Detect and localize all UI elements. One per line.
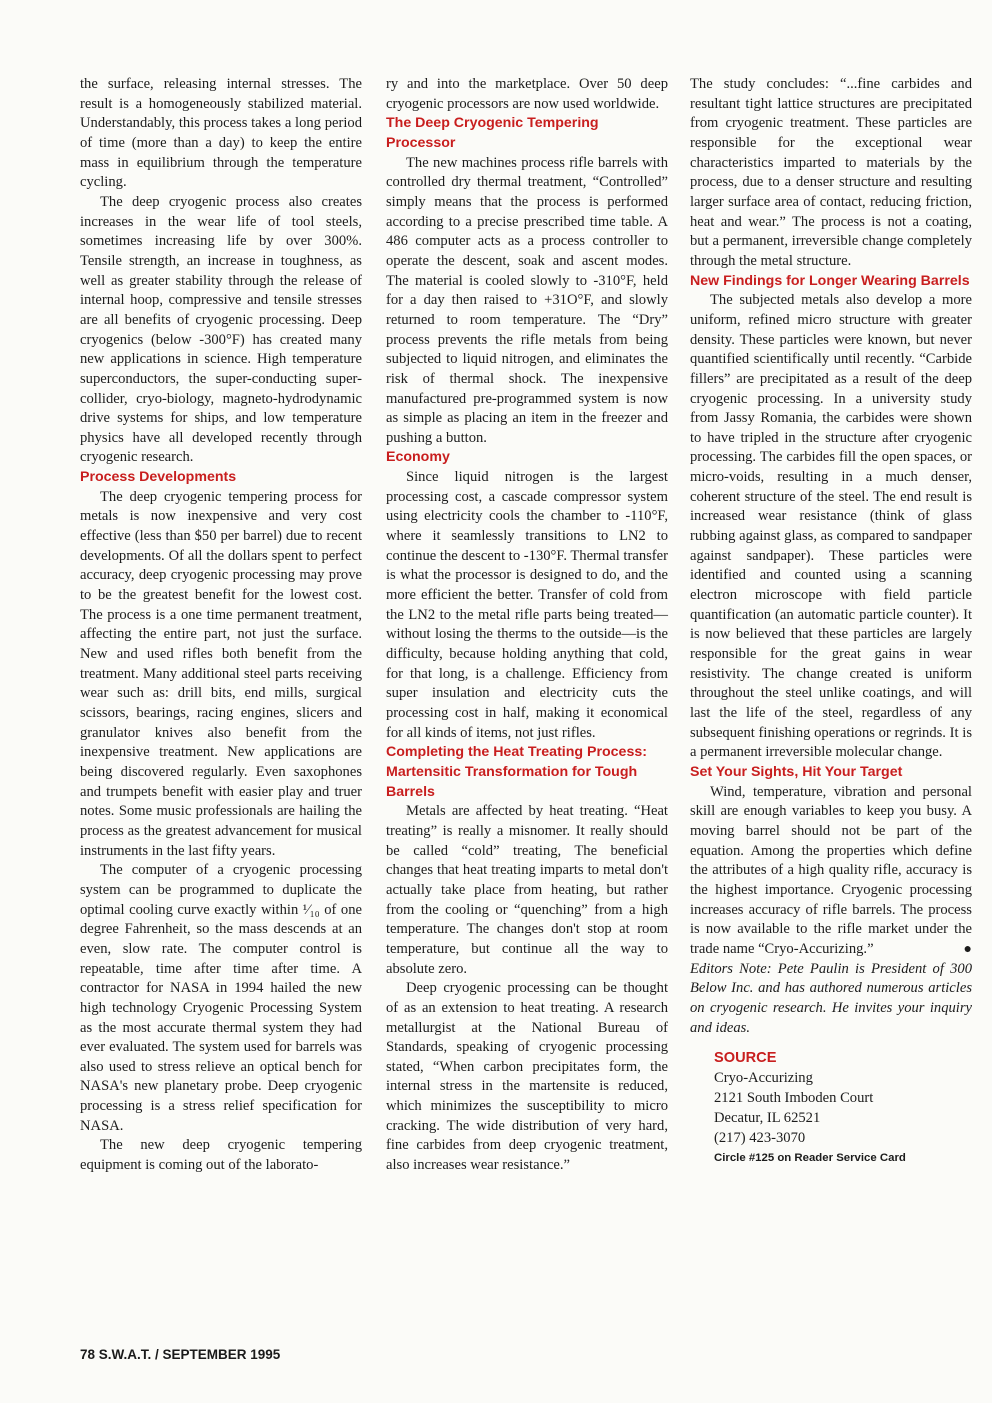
section-heading: New Findings for Longer Wearing Barrels bbox=[690, 272, 970, 289]
source-city: Decatur, IL 62521 bbox=[714, 1110, 821, 1127]
body-paragraph: The study concludes: “...fine carbides and resultant tight lattice structures are precipitated from cryogenic treatment. These particles are responsible for the exceptional wear characteristics imparted to materials by the process, due to a denser structure and resulting larger surface area of contact, reducing friction, heat and wear.” The process is not a coating, but a permanent, irreversible change completely through the metal structure. bbox=[690, 76, 972, 269]
source-heading: SOURCE bbox=[714, 1050, 777, 1067]
body-paragraph: Since liquid nitrogen is the largest processing cost, a cascade compressor system using electricity cools the chamber to -110°F, where it seamlessly transitions to LN2 to continue the descent to -130°F. Thermal transfer is what the processor is designed to do, and the more efficient the better. Transfer of cold from the LN2 to the metal rifle parts being treated—without losing the therms to the outside—is the difficulty, because holding anything that cold, for that long, is a challenge. Efficiency from super insulation and electricity cuts the processing cost in half, making it economical for all kinds of items, not just rifles. bbox=[386, 469, 668, 741]
source-name: Cryo-Accurizing bbox=[714, 1070, 813, 1087]
column-1 bbox=[80, 75, 362, 1176]
section-heading: The Deep Cryogenic Tempering Processor bbox=[386, 115, 599, 151]
end-bullet-icon: ● bbox=[963, 941, 972, 957]
page-footer: 78 S.W.A.T. / SEPTEMBER 1995 bbox=[80, 1347, 281, 1362]
body-paragraph: Metals are affected by heat treating. “Heat treating” is really a misnomer. It really should be called “cold” treating, The beneficial changes that heat treating imparts to metal don't actually take place from heating, but rather from the cooling or “quenching” from a high temperature. The changes don't stop at room temperature, but continue all the way to absolute zero. bbox=[386, 803, 668, 977]
body-paragraph: The new machines process rifle barrels with controlled dry thermal treatment, “Controlled” simply means that the process is performed according to a precise prescribed time table. A 486 computer acts as a process controller to operate the descent, soak and ascent modes. The material is cooled slowly to -310°F, held for a day then raised to +31O°F, and slowly returned to room temperature. The “Dry” process prevents the rifle metals from being subjected to liquid nitrogen, and eliminates the risk of thermal shock. The inexpensive manufactured pre-programmed system is now as simple as placing an item in the freezer and pushing a button. bbox=[386, 154, 668, 446]
body-paragraph: The deep cryogenic process also creates increases in the wear life of tool steels, sometimes increasing life by over 300%. Tensile strength, an increase in toughness, as well as greater stability through the release of internal hoop, compressive and tensile stresses are all benefits of cryogenic processing. Deep cryogenics (below -300°F) has created many new applications in science. High temperature superconductors, the super-conducting super-collider, cryo-biology, magneto-hydrodynamic drive systems for ships, and low temperature physics have all developed recently through cryogenic research. bbox=[80, 193, 362, 466]
body-paragraph: The computer of a cryogenic processing system can be programmed to duplicate the optimal cooling curve exactly within ¹⁄₁₀ of one degree Fahrenheit, so the mass descends at an even, slow rate. The computer control is repeatable, time after time after time. A contractor for NASA in 1994 hailed the new high technology Cryogenic Processing System as the most accurate thermal system they had ever evaluated. The system used for barrels was also used to stress relieve an optical bench for NASA's new planetary probe. Deep cryogenic processing is a stress relief specification for NASA. bbox=[80, 862, 362, 1134]
column-3 bbox=[690, 75, 972, 1168]
closing-text: Wind, temperature, vibration and personal skill are enough variables to keep you busy. A moving barrel should not be part of the equation. Among the properties which define the attributes of a high quality rifle, accuracy is the highest importance. Cryogenic processing increases accuracy of rifle barrels. The process is now available to the rifle market under the trade name “Cryo-Accurizing.” bbox=[690, 783, 972, 957]
editors-note: Editors Note: Pete Paulin is President of 300 Below Inc. and has authored numerous articles on cryogenic research. He invites your inquiry and ideas. bbox=[690, 960, 972, 1036]
source-street: 2121 South Imboden Court bbox=[714, 1090, 874, 1107]
section-heading: Set Your Sights, Hit Your Target bbox=[690, 763, 903, 780]
section-heading: Completing the Heat Treating Process: Martensitic Transformation for Tough Barrels bbox=[386, 744, 647, 800]
body-paragraph: The subjected metals also develop a more uniform, refined micro structure with greater density. These particles were known, but never quantified scientifically until recently. “Carbide fillers” are precipitated as a result of the deep cryogenic processing. In a university study from Jassy Romania, the carbides were shown to have tripled in the structure after cryogenic processing. The carbides fill the open spaces, or micro-voids, resulting in a much denser, coherent structure of the steel. The end result is increased wear resistance (think of glass rubbing against glass, as compared to sandpaper against sandpaper). These particles were identified and counted using a scanning electron microscope with field particle quantification (an automatic particle counter). It is now believed that these particles are largely responsible for the great gains in wear resistivity. The change created is uniform throughout the steel unlike coatings, and will last the life of the steel, regardless of any subsequent finishing operations or regrinds. It is a permanent irreversible molecular change. bbox=[690, 292, 972, 761]
column-2 bbox=[386, 75, 668, 1176]
section-heading: Economy bbox=[386, 449, 450, 466]
source-phone: (217) 423-3070 bbox=[714, 1130, 806, 1147]
body-paragraph: Deep cryogenic processing can be thought of as an extension to heat treating. A research metallurgist at the National Bureau of Standards, speaking of cryogenic processing stated, “When carbon precipitates form, the internal stress in the martensite is reduced, which minimizes the susceptibility to micro cracking. The wide distribution of very hard, fine carbides from deep cryogenic treatment, also increases wear resistance.” bbox=[386, 980, 668, 1174]
body-paragraph: The deep cryogenic tempering process for metals is now inexpensive and very cost effective (less than $50 per barrel) due to recent developments. Of all the dollars spent to perfect accuracy, deep cryogenic processing may prove to be the greatest benefit for the lowest cost. The process is a one time permanent treatment, affecting the entire part, not just the surface. New and used rifles both benefit from the treatment. Many additional steel parts receiving wear such as: drill bits, end mills, surgical scissors, bearings, racing engines, slicers and granulator knives also benefit from the inexpensive treatment. New applications are being discovered regularly. Even saxophones and trumpets benefit with easier play and truer notes. Some music professionals are hailing the process as the greatest advancement for musical instruments in the last fifty years. bbox=[80, 488, 362, 859]
body-paragraph: ry and into the marketplace. Over 50 deep cryogenic processors are now used worldwide. bbox=[386, 76, 668, 112]
reader-service-note: Circle #125 on Reader Service Card bbox=[714, 1152, 906, 1165]
section-heading: Process Developments bbox=[80, 469, 237, 486]
body-paragraph: The new deep cryogenic tempering equipment is coming out of the laborato- bbox=[80, 1137, 362, 1174]
body-paragraph bbox=[690, 783, 972, 960]
body-paragraph: the surface, releasing internal stresses. The result is a homogeneously stabilized material. Understandably, this process takes a long period of time (more than a day) to keep the entire mass in equilibrium through the temperature cycling. bbox=[80, 76, 362, 191]
